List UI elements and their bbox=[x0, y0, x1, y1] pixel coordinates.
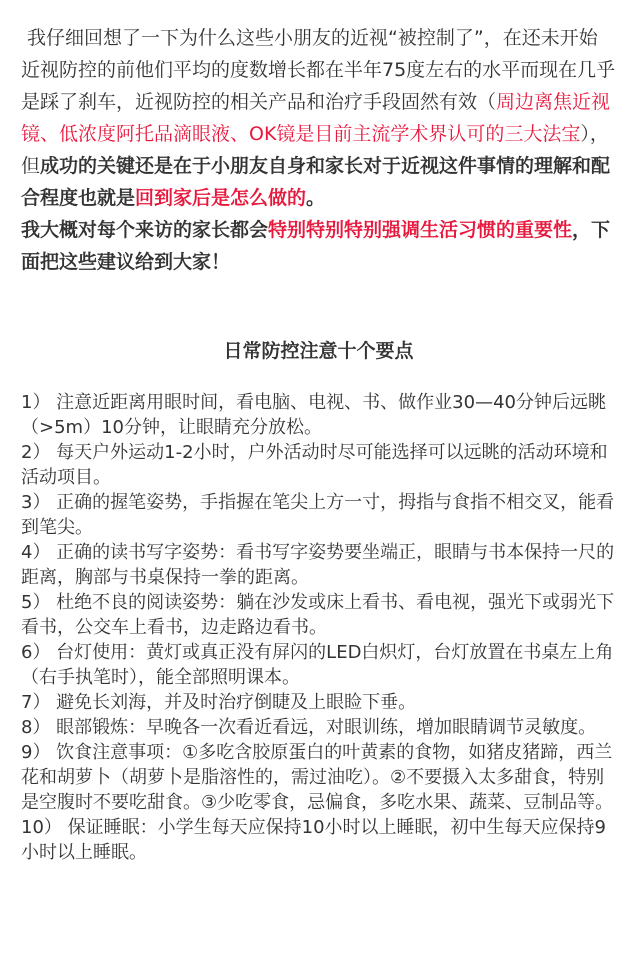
intro-red-highlight: 周边离焦近视镜、低浓度阿托品滴眼液、OK镜是目前主流学术界认可的三大法宝 bbox=[21, 91, 611, 145]
tip-item-8: 8） 眼部锻炼：早晚各一次看近看远，对眼训练，增加眼睛调节灵敏度。 bbox=[21, 717, 597, 738]
intro-mid-text: ），但 bbox=[21, 123, 609, 177]
tip-item-9: 9） 饮食注意事项：①多吃含胶原蛋白的叶黄素的食物，如猪皮猪蹄，西兰花和胡萝卜（胡萝卜是脂溶性的，需过油吃）。②不要摄入太多甜食，特别是空腹时不要吃甜食。③少吃零食，忌偏食，多吃水果、蔬菜、豆制品等。 bbox=[21, 742, 614, 813]
advice-text-2: ，下面把这些建议给到大家！ bbox=[21, 219, 611, 273]
advice-paragraph bbox=[21, 214, 616, 278]
tip-item-6: 6） 台灯使用：黄灯或真正没有屏闪的LED白炽灯，台灯放置在书桌左上角（右手执笔时），能全部照明课本。 bbox=[21, 642, 614, 688]
tip-item-7: 7） 避免长刘海，并及时治疗倒睫及上眼睑下垂。 bbox=[21, 692, 417, 713]
advice-text-1: 我大概对每个来访的家长都会 bbox=[21, 219, 269, 241]
tip-item-3: 3） 正确的握笔姿势，手指握在笔尖上方一寸，拇指与食指不相交叉，能看到笔尖。 bbox=[21, 492, 615, 538]
tip-item-5: 5） 杜绝不良的阅读姿势：躺在沙发或床上看书、看电视，强光下或弱光下看书，公交车上看书，边走路边看书。 bbox=[21, 592, 615, 638]
tips-list bbox=[21, 390, 616, 865]
intro-end-text: 。 bbox=[306, 187, 326, 209]
intro-text: 我仔细回想了一下为什么这些小朋友的近视“被控制了”，在还未开始近视防控的前他们平均的度数增长都在半年75度左右的水平而现在几乎是踩了刹车，近视防控的相关产品和治疗手段固然有效（ bbox=[21, 27, 616, 113]
advice-red-highlight: 特别特别特别强调生活习惯的重要性 bbox=[268, 219, 573, 241]
tip-item-4: 4） 正确的读书写字姿势：看书写字姿势要坐端正，眼睛与书本保持一尺的距离，胸部与书桌保持一拳的距离。 bbox=[21, 542, 615, 588]
intro-paragraph bbox=[21, 22, 616, 214]
section-title: 日常防控注意十个要点 bbox=[223, 340, 414, 362]
tip-item-10: 10） 保证睡眠：小学生每天应保持10小时以上睡眠，初中生每天应保持9小时以上睡眠。 bbox=[21, 817, 606, 863]
intro-red-bold-highlight: 回到家后是怎么做的 bbox=[135, 187, 307, 209]
tip-item-2: 2） 每天户外运动1-2小时，户外活动时尽可能选择可以远眺的活动环境和活动项目。 bbox=[21, 442, 608, 488]
intro-bold-text: 成功的关键还是在于小朋友自身和家长对于近视这件事情的理解和配合程度也就是 bbox=[21, 155, 611, 209]
tip-item-1: 1） 注意近距离用眼时间，看电脑、电视、书、做作业30—40分钟后远眺（>5m）10分钟，让眼睛充分放松。 bbox=[21, 392, 606, 438]
